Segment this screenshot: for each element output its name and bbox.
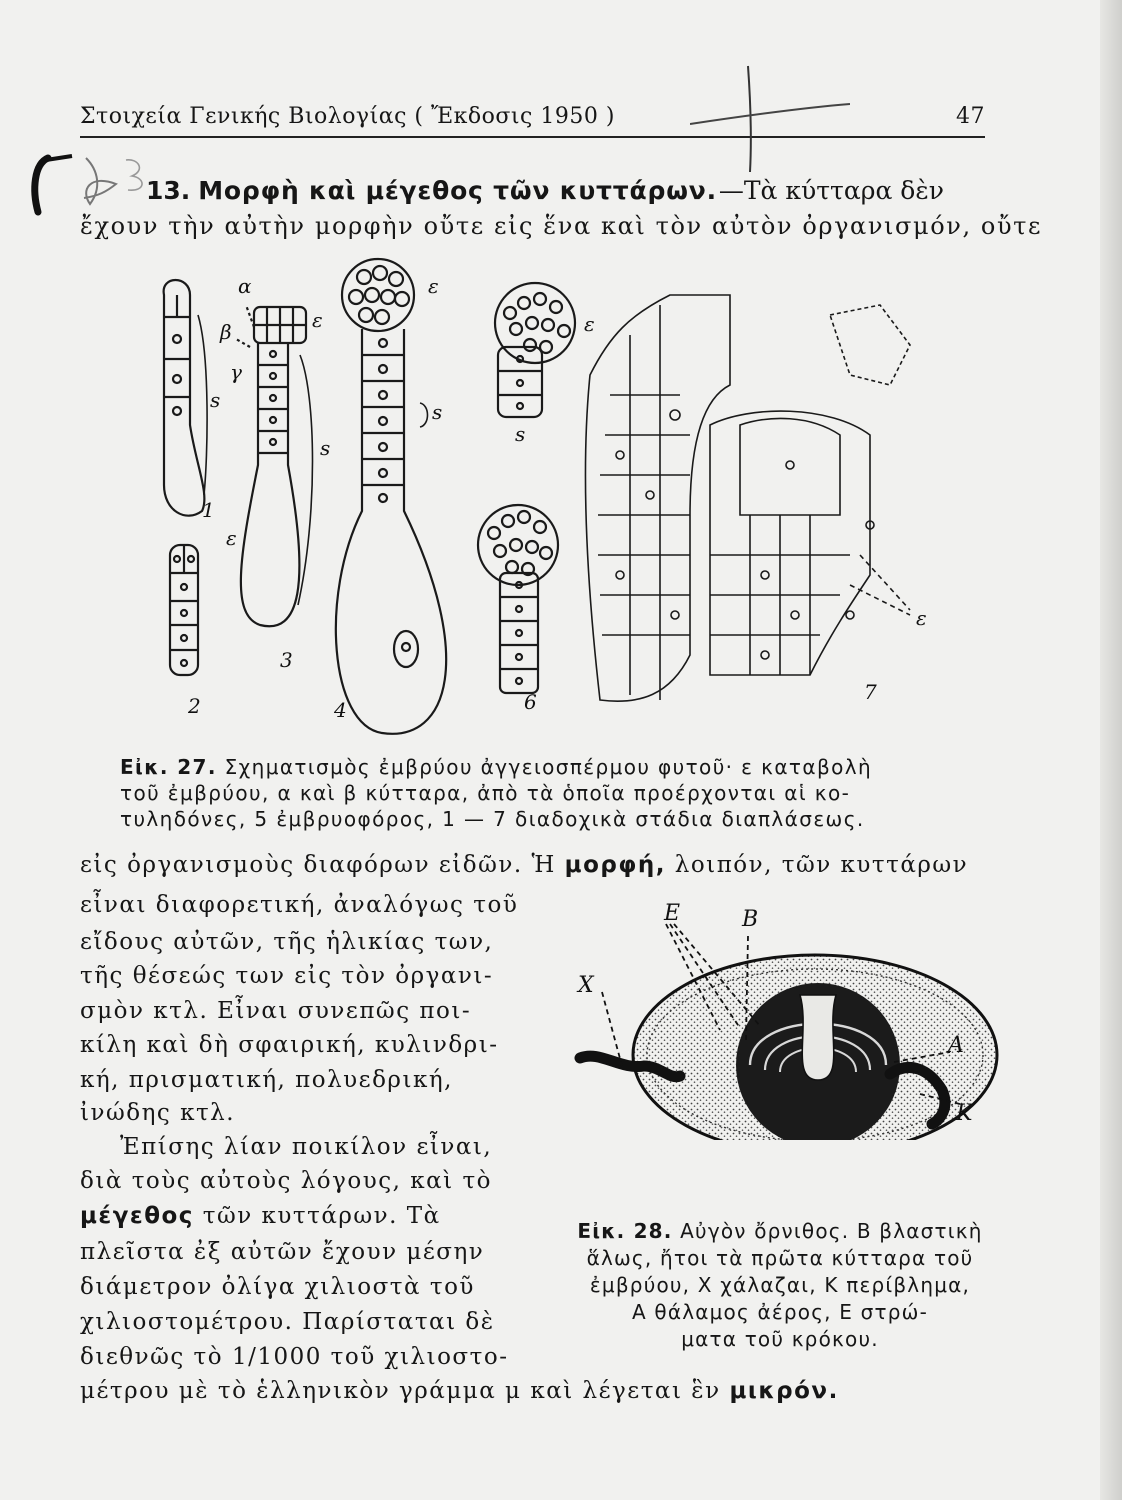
fig27-label-1: 1 bbox=[202, 498, 215, 522]
fig27-label-epsilon-2: ε bbox=[226, 526, 237, 550]
fig28-label-air-chamber: Α bbox=[948, 1033, 964, 1058]
section-number: 13. bbox=[146, 176, 191, 205]
stage-4-embryo bbox=[336, 259, 446, 734]
fig28-label-membrane: Κ bbox=[956, 1101, 973, 1126]
section-intro-text: —Τὰ κύτταρα δὲν bbox=[718, 176, 944, 205]
stage-2-embryo bbox=[170, 545, 198, 675]
fig27-label-gamma: γ bbox=[230, 360, 242, 384]
figure-27-caption bbox=[120, 754, 970, 832]
fig27-label-epsilon-3: ε bbox=[312, 308, 323, 332]
body-bold-morphi: μορφή, bbox=[564, 852, 666, 878]
fig27-label-6: 6 bbox=[524, 690, 537, 714]
body-para2-line-1: Ἐπίσης λίαν ποικίλον εἶναι, bbox=[120, 1134, 493, 1160]
fig27-label-s-3: s bbox=[320, 436, 331, 460]
figure-27-embryo-stages bbox=[150, 255, 980, 750]
body-line-1-end: λοιπόν, τῶν κυττάρων bbox=[665, 852, 969, 878]
figure-27-caption-label: Εἰκ. 27. bbox=[120, 755, 217, 779]
section-heading bbox=[146, 176, 944, 205]
fig27-label-3: 3 bbox=[280, 648, 293, 672]
page-number: 47 bbox=[956, 104, 985, 129]
stage-5-embryo bbox=[495, 283, 575, 417]
page-edge-shadow bbox=[1100, 0, 1122, 1500]
running-title: Στοιχεία Γενικής Βιολογίας ( Ἔκδοσις 1950 ) bbox=[80, 104, 615, 129]
figure-28-bird-egg bbox=[570, 880, 1000, 1140]
body-para2-line-3-rest: τῶν κυττάρων. Τὰ bbox=[193, 1203, 441, 1229]
figure-27-caption-line-1: Σχηματισμὸς ἐμβρύου ἀγγειοσπέρμου φυτοῦ· ε καταβολὴ bbox=[224, 755, 873, 779]
stage-6-embryo bbox=[478, 505, 558, 693]
stage-1-embryo bbox=[164, 280, 207, 516]
body-bold-mikron: μικρόν. bbox=[729, 1378, 839, 1404]
fig27-label-beta: β bbox=[220, 320, 232, 344]
body-left-line-7: ἰνώδης κτλ. bbox=[80, 1100, 236, 1126]
section-title: Μορφὴ καὶ μέγεθος τῶν κυττάρων. bbox=[198, 176, 717, 205]
fig27-label-7: 7 bbox=[864, 680, 877, 704]
body-left-line-6: κή, πρισματική, πολυεδρική, bbox=[80, 1067, 453, 1093]
body-left-line-2: εἴδους αὐτῶν, τῆς ἡλικίας των, bbox=[80, 929, 494, 955]
body-left-line-5: κίλη καὶ δὴ σφαιρική, κυλινδρι- bbox=[80, 1032, 499, 1058]
handwritten-annotation-mark bbox=[28, 150, 158, 220]
body-para2-line-7: διεθνῶς τὸ 1/1000 τοῦ χιλιοστο- bbox=[80, 1344, 509, 1370]
fig27-label-s-1: s bbox=[210, 388, 221, 412]
body-para2-line-6: χιλιοστομέτρου. Παρίσταται δὲ bbox=[80, 1309, 495, 1335]
section-text-line-2: ἔχουν τὴν αὐτὴν μορφὴν οὔτε εἰς ἕνα καὶ τὸν αὐτὸν ὀργανισμόν, οὔτε bbox=[80, 212, 1043, 240]
body-line-1 bbox=[80, 852, 968, 878]
stage-7-tissue-section bbox=[585, 295, 910, 701]
fig27-label-2: 2 bbox=[188, 694, 201, 718]
body-last-line-start: μέτρου μὲ τὸ ἑλληνικὸν γράμμα μ καὶ λέγεται ἓν bbox=[80, 1378, 730, 1404]
figure-28-caption-line-1: Αὐγὸν ὄρνιθος. Β βλαστικὴ bbox=[680, 1219, 983, 1243]
fig27-label-s-5: s bbox=[515, 422, 526, 446]
body-para2-line-5: διάμετρον ὀλίγα χιλιοστὰ τοῦ bbox=[80, 1274, 475, 1300]
fig27-label-s-4: s bbox=[432, 400, 443, 424]
body-left-line-4: σμὸν κτλ. Εἶναι συνεπῶς ποι- bbox=[80, 998, 472, 1024]
handwritten-cross-mark bbox=[690, 64, 850, 174]
body-line-1-start: εἰς ὀργανισμοὺς διαφόρων εἰδῶν. Ἡ bbox=[80, 852, 565, 878]
fig27-label-epsilon-4: ε bbox=[428, 274, 439, 298]
body-last-line bbox=[80, 1378, 839, 1404]
figure-28-caption-line-2: ἅλως, ἤτοι τὰ πρῶτα κύτταρα τοῦ bbox=[586, 1246, 974, 1270]
figure-28-caption-label: Εἰκ. 28. bbox=[577, 1219, 673, 1243]
figure-27-caption-line-3: τυληδόνες, 5 ἐμβρυοφόρος, 1 — 7 διαδοχικὰ στάδια διαπλάσεως. bbox=[120, 807, 865, 831]
body-bold-megethos: μέγεθος bbox=[80, 1203, 194, 1229]
fig27-label-alpha: α bbox=[238, 274, 252, 298]
figure-28-caption-line-5: ματα τοῦ κρόκου. bbox=[681, 1327, 879, 1351]
body-para2-line-4: πλεῖστα ἐξ αὐτῶν ἔχουν μέσην bbox=[80, 1239, 485, 1265]
figure-28-caption bbox=[555, 1218, 1005, 1353]
figure-28-caption-line-4: Α θάλαμος ἀέρος, Ε στρώ- bbox=[631, 1300, 929, 1324]
fig28-label-chalazae: Χ bbox=[578, 973, 594, 998]
fig28-label-blastoderm: Β bbox=[742, 907, 759, 932]
fig27-label-4: 4 bbox=[334, 698, 347, 722]
body-left-line-3: τῆς θέσεώς των εἰς τὸν ὀργανι- bbox=[80, 963, 494, 989]
figure-27-caption-line-2: τοῦ ἐμβρύου, α καὶ β κύτταρα, ἀπὸ τὰ ὁποῖα προέρχονται αἱ κο- bbox=[120, 781, 851, 805]
fig27-label-epsilon-7: ε bbox=[916, 606, 927, 630]
body-para2-line-2: διὰ τοὺς αὐτοὺς λόγους, καὶ τὸ bbox=[80, 1168, 493, 1194]
fig28-label-yolk-layers: Ε bbox=[664, 901, 681, 926]
fig27-label-epsilon-5: ε bbox=[584, 312, 595, 336]
figure-28-caption-line-3: ἐμβρύου, Χ χάλαζαι, Κ περίβλημα, bbox=[589, 1273, 971, 1297]
body-left-line-1: εἶναι διαφορετική, ἀναλόγως τοῦ bbox=[80, 892, 519, 918]
stage-3-embryo bbox=[236, 305, 313, 626]
body-para2-line-3 bbox=[80, 1203, 441, 1229]
